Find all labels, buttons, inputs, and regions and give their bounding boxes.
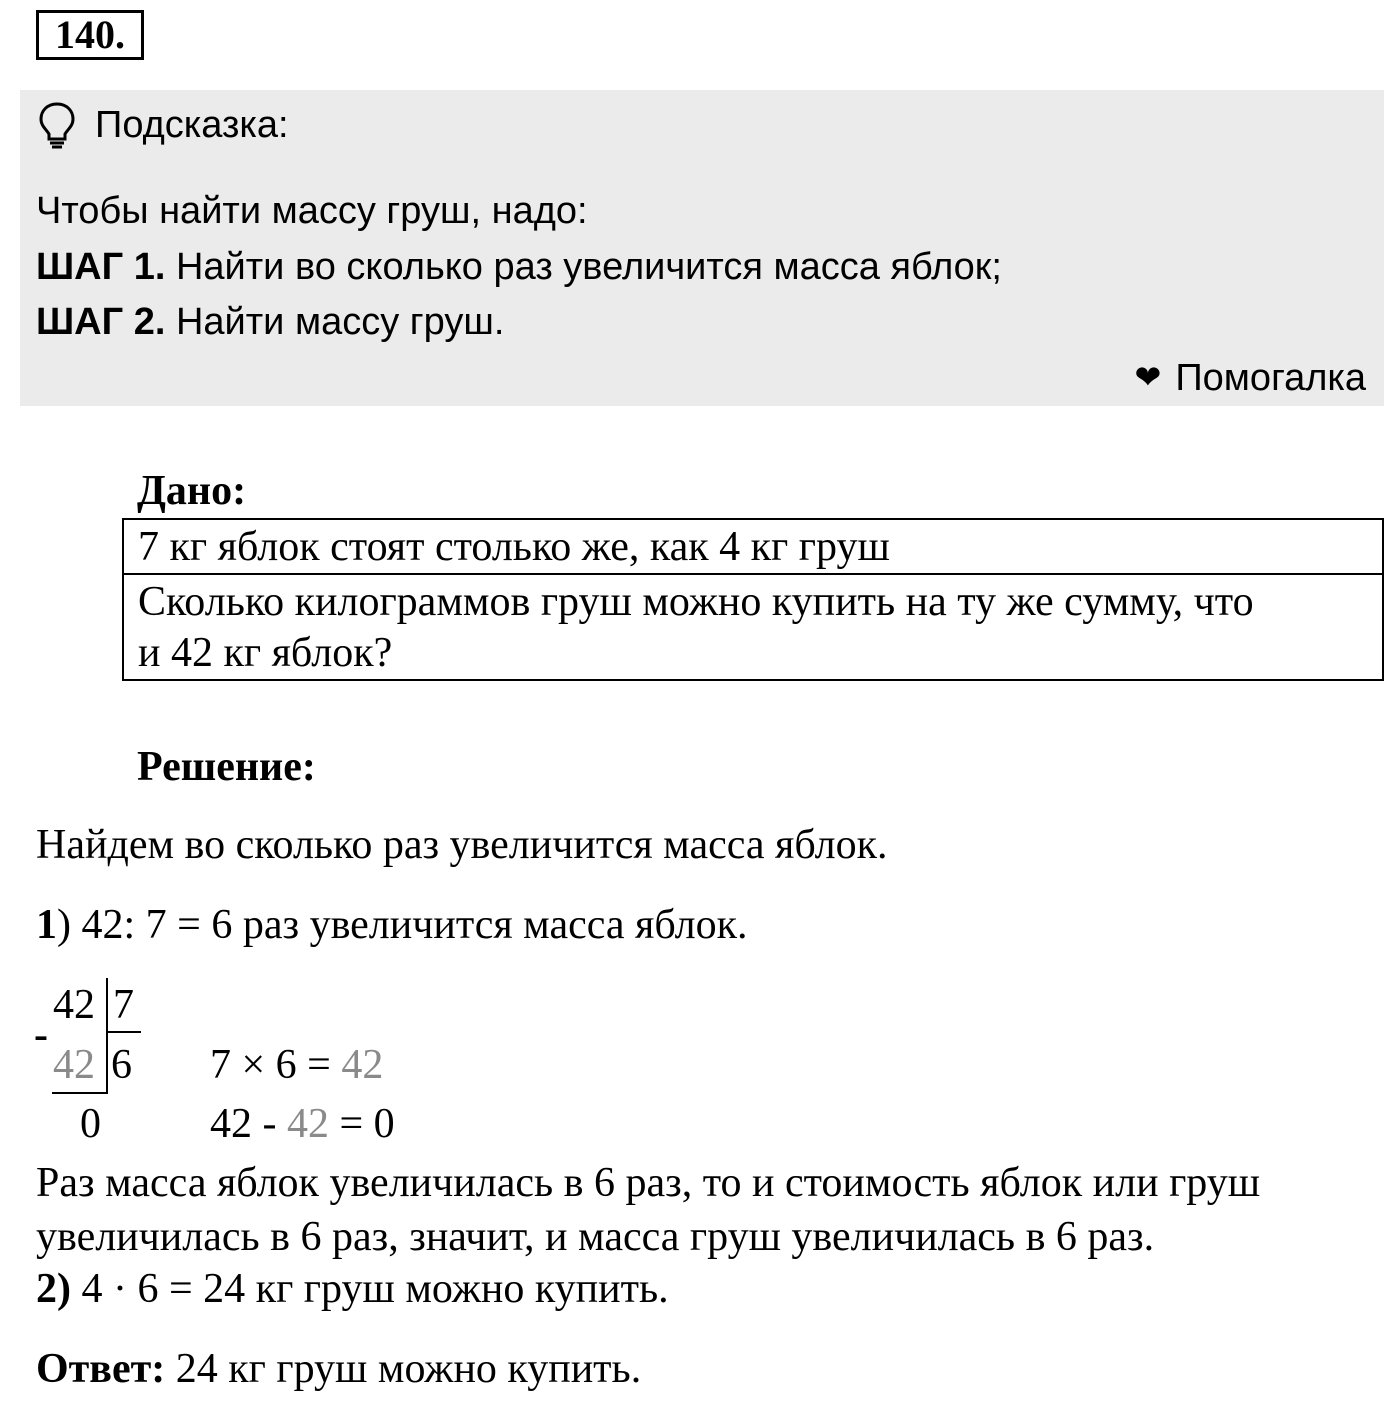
check-2 [210,1099,395,1149]
explanation-line-2: увеличилась в 6 раз, значит, и масса груш увеличилась в 6 раз. [36,1214,1155,1260]
answer [36,1342,641,1396]
given-row-2-line-2: и 42 кг яблок? [138,630,393,676]
hint-step-1 [36,242,1002,292]
check-1 [210,1040,383,1090]
solution-intro: Найдем во сколько раз увеличится масса яблок. [36,822,888,868]
minus-sign: - [34,1012,48,1058]
step-2 [36,1262,669,1316]
divisor: 7 [113,982,134,1028]
check-1-right: 42 [341,1042,384,1088]
given-row-1-text: 7 кг яблок стоят столько же, как 4 кг груш [138,524,890,570]
step-1 [36,898,748,952]
solution-heading: Решение: [137,744,316,790]
given-table [122,518,1384,681]
step-2-number: 2) [36,1266,71,1312]
answer-label: Ответ: [36,1346,166,1392]
explanation-line-1: Раз масса яблок увеличилась в 6 раз, то и стоимость яблок или груш [36,1160,1261,1206]
given-row-1 [124,520,1382,575]
given-heading: Дано: [137,468,247,514]
step-1-number: 1 [36,902,57,948]
check-2-left: 42 - [210,1101,287,1147]
step-2-text: 4 · 6 = 24 кг груш можно купить. [71,1266,669,1312]
heart-icon: ❤ [1134,359,1162,395]
hint-step-1-label: ШАГ 1. [36,246,166,288]
check-2-right: = 0 [329,1101,395,1147]
answer-text: 24 кг груш можно купить. [165,1346,642,1392]
hint-step-2 [36,297,504,347]
division-bar-vertical [106,978,108,1094]
hint-step-2-label: ШАГ 2. [36,301,166,343]
task-number: 140. [36,10,144,60]
hint-intro: Чтобы найти массу груш, надо: [36,190,588,232]
lightbulb-icon [36,100,78,150]
subtrahend: 42 [53,1042,95,1088]
check-1-left: 7 × 6 = [210,1042,342,1088]
brand [1135,352,1366,403]
check-2-mid: 42 [287,1101,329,1147]
division-bar-remainder [52,1092,108,1094]
hint-step-1-text: Найти во сколько раз увеличится масса яблок; [165,246,1002,288]
hint-title: Подсказка: [95,104,289,146]
quotient: 6 [111,1042,132,1088]
step-1-text: ) 42: 7 = 6 раз увеличится масса яблок. [57,902,748,948]
given-row-2-line-1: Сколько килограммов груш можно купить на ту же сумму, что [138,579,1254,625]
hint-step-2-text: Найти массу груш. [165,301,505,343]
dividend: 42 [53,982,95,1028]
division-bar-quotient [107,1031,141,1033]
brand-label: Помогалка [1175,357,1366,399]
remainder: 0 [80,1101,101,1147]
